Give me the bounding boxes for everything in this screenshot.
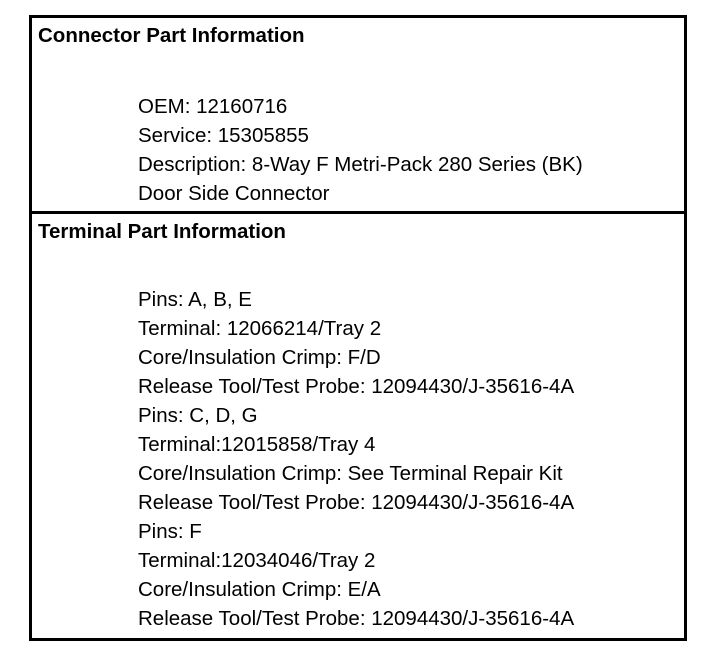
terminal-part: Terminal:12034046/Tray 2 bbox=[138, 549, 376, 572]
terminal-crimp: Core/Insulation Crimp: E/A bbox=[138, 578, 381, 601]
connector-location: Door Side Connector bbox=[138, 182, 330, 205]
connector-heading: Connector Part Information bbox=[38, 24, 305, 47]
terminal-pins: Pins: C, D, G bbox=[138, 404, 258, 427]
connector-section bbox=[32, 18, 684, 211]
terminal-crimp: Core/Insulation Crimp: F/D bbox=[138, 346, 381, 369]
connector-service: Service: 15305855 bbox=[138, 124, 309, 147]
part-information-table bbox=[29, 15, 687, 641]
terminal-release-tool: Release Tool/Test Probe: 12094430/J-35616-4A bbox=[138, 375, 575, 398]
terminal-details bbox=[138, 285, 574, 633]
terminal-release-tool: Release Tool/Test Probe: 12094430/J-35616-4A bbox=[138, 607, 575, 630]
connector-oem: OEM: 12160716 bbox=[138, 95, 288, 118]
terminal-heading: Terminal Part Information bbox=[38, 220, 286, 243]
terminal-release-tool: Release Tool/Test Probe: 12094430/J-35616-4A bbox=[138, 491, 575, 514]
connector-details bbox=[138, 92, 583, 208]
terminal-part: Terminal: 12066214/Tray 2 bbox=[138, 317, 382, 340]
terminal-crimp: Core/Insulation Crimp: See Terminal Repair Kit bbox=[138, 462, 563, 485]
terminal-pins: Pins: A, B, E bbox=[138, 288, 252, 311]
terminal-section bbox=[32, 214, 684, 638]
connector-description: Description: 8-Way F Metri-Pack 280 Series (BK) bbox=[138, 153, 583, 176]
terminal-pins: Pins: F bbox=[138, 520, 202, 543]
terminal-part: Terminal:12015858/Tray 4 bbox=[138, 433, 376, 456]
